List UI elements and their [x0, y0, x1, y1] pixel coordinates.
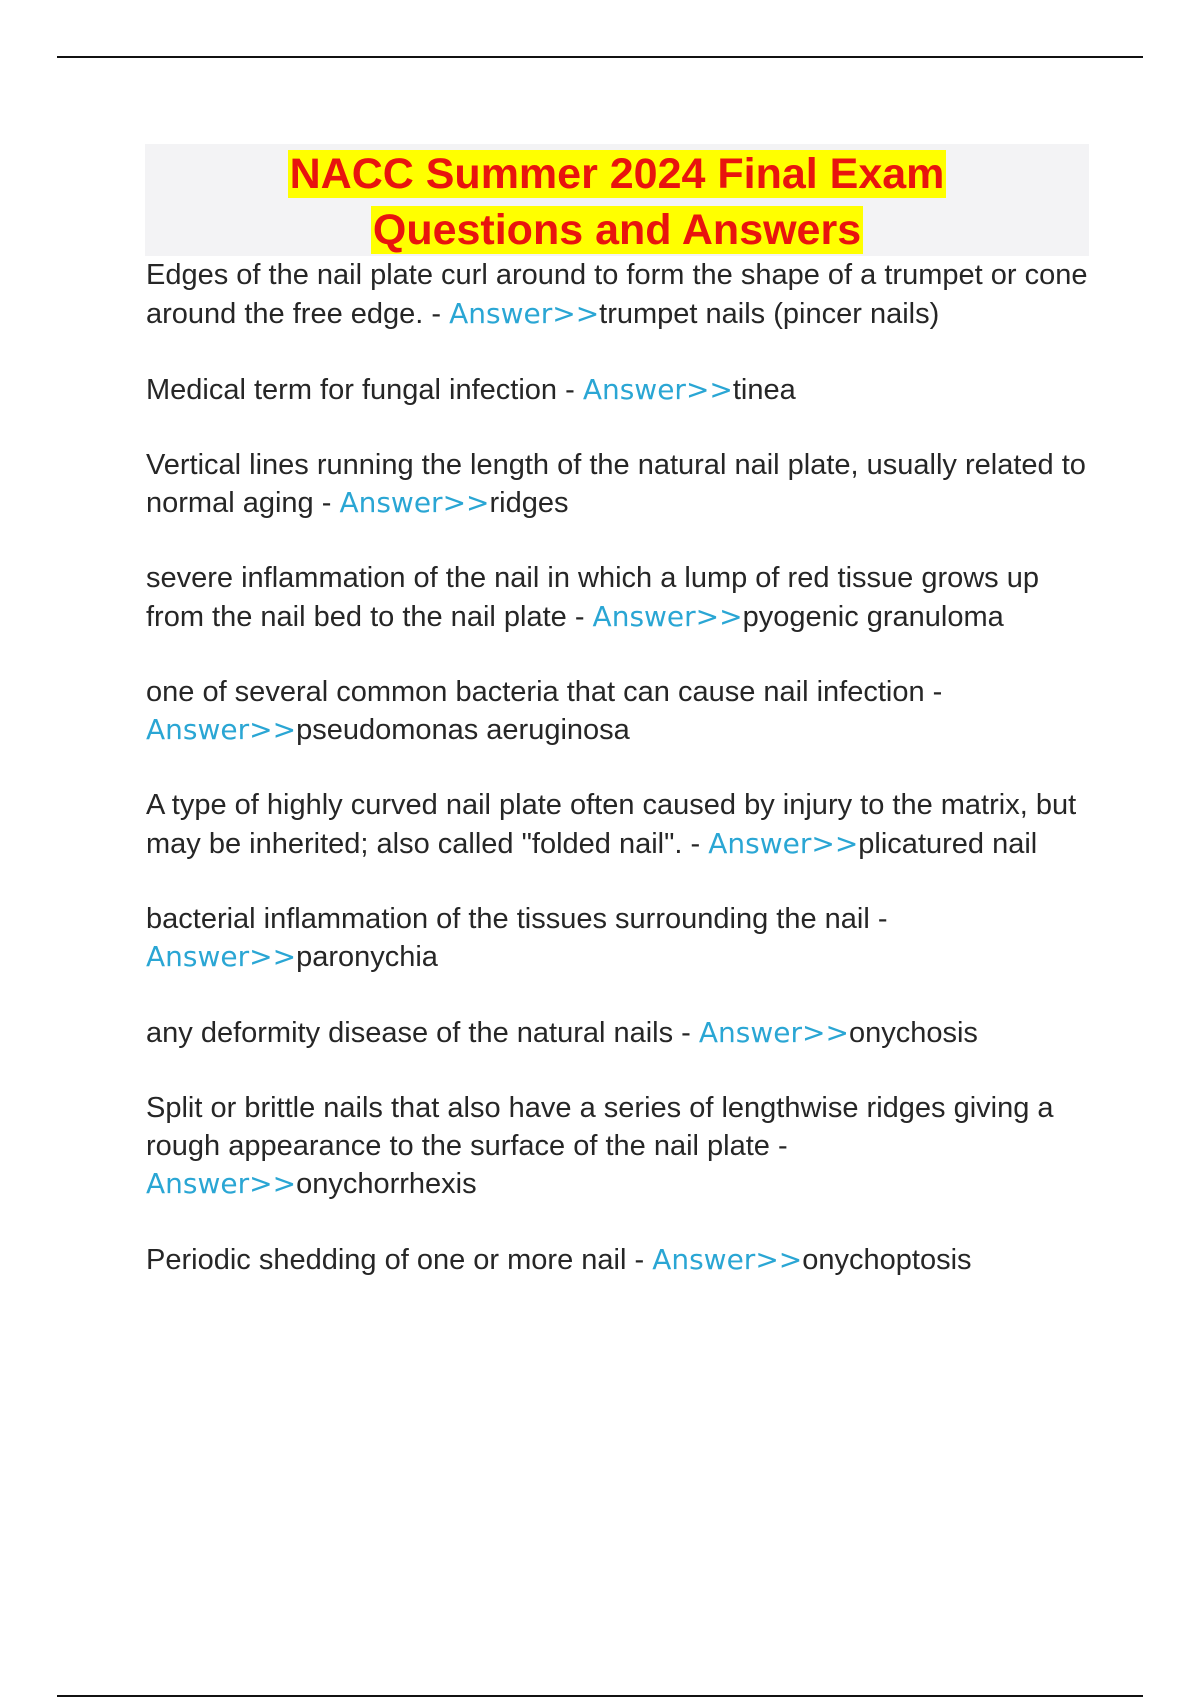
answer-text: onychosis [848, 1017, 978, 1049]
qa-list [146, 257, 1096, 1317]
page-title [145, 146, 1089, 258]
answer-text: pyogenic granuloma [742, 600, 1004, 633]
question-text: any deformity disease of the natural nails - [146, 1017, 691, 1049]
question-text: Edges of the nail plate curl around to form the shape of a trumpet or cone around the free edge. - [146, 259, 1088, 330]
answer-text: onychoptosis [802, 1244, 972, 1276]
qa-item [146, 901, 1096, 977]
answer-text: onychorrhexis [296, 1168, 477, 1200]
qa-item [146, 1241, 1096, 1280]
question-text: Periodic shedding of one or more nail - [146, 1244, 645, 1276]
question-text: bacterial inflammation of the tissues surrounding the nail - [146, 902, 888, 935]
answer-label: Answer>> [339, 486, 490, 519]
question-text: Medical term for fungal infection - [146, 373, 575, 406]
question-text: one of several common bacteria that can cause nail infection - [146, 675, 943, 708]
answer-label: Answer>> [592, 599, 743, 633]
answer-text: trumpet nails (pincer nails) [599, 297, 940, 330]
qa-item [146, 787, 1096, 863]
answer-label: Answer>> [146, 713, 297, 746]
qa-item [146, 674, 1096, 750]
answer-label: Answer>> [582, 372, 733, 406]
answer-label: Answer>> [146, 940, 297, 973]
bottom-divider [57, 1695, 1143, 1697]
question-text: severe inflammation of the nail in which a lump of red tissue grows up from the nail bed to the nail plate - [146, 562, 1039, 633]
answer-text: paronychia [296, 941, 438, 973]
qa-item [146, 560, 1096, 636]
question-text: Split or brittle nails that also have a series of lengthwise ridges giving a rough appearance to the surface of the nail plate - [146, 1092, 1054, 1162]
answer-label: Answer>> [698, 1016, 849, 1049]
question-text: A type of highly curved nail plate often caused by injury to the matrix, but may be inherited; also called "folded nail". - [146, 789, 1077, 860]
answer-text: tinea [732, 373, 796, 406]
question-text: Vertical lines running the length of the natural nail plate, usually related to normal aging - [146, 448, 1086, 519]
answer-text: plicatured nail [858, 827, 1038, 860]
answer-label: Answer>> [449, 296, 600, 330]
title-line-2: Questions and Answers [372, 206, 862, 254]
qa-item [146, 371, 1096, 410]
qa-item [146, 257, 1096, 333]
answer-label: Answer>> [708, 826, 859, 860]
qa-item [146, 447, 1096, 523]
answer-text: ridges [489, 487, 569, 519]
title-line-1: NACC Summer 2024 Final Exam [289, 150, 945, 198]
qa-item [146, 1090, 1096, 1204]
answer-label: Answer>> [146, 1167, 297, 1200]
top-divider [57, 56, 1143, 58]
qa-item [146, 1014, 1096, 1053]
answer-label: Answer>> [652, 1243, 803, 1276]
answer-text: pseudomonas aeruginosa [296, 714, 630, 746]
